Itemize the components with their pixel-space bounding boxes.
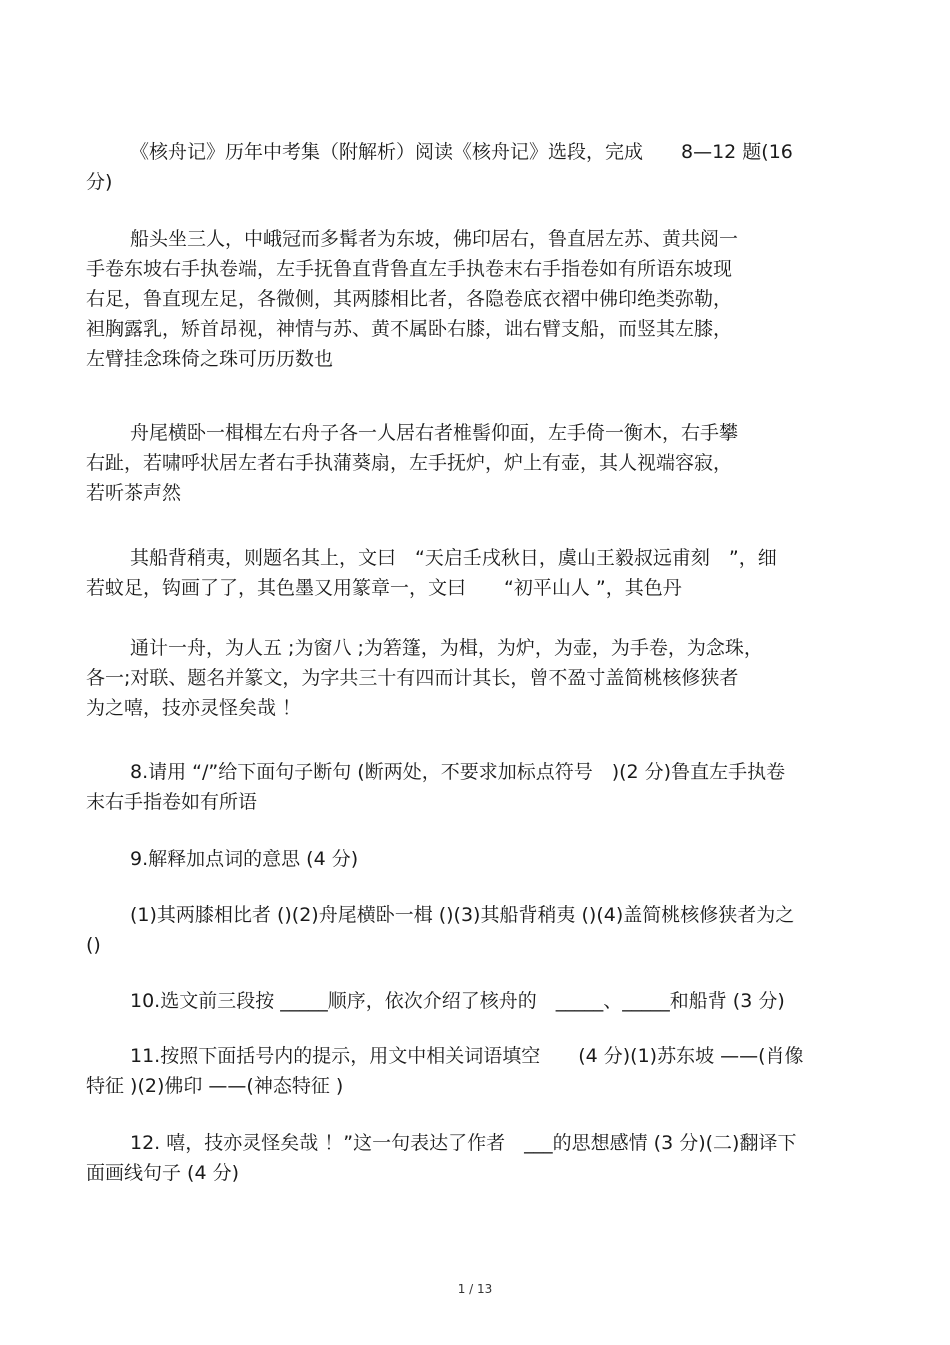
question-8 bbox=[86, 757, 856, 817]
text-line: 《核舟记》历年中考集（附解析）阅读《核舟记》选段，完成 8—12 题(16 bbox=[130, 141, 793, 163]
text-line: 12. 嘻，技亦灵怪矣哉 ！”这一句表达了作者 ___的思想感情 (3 分)(二)翻译下 bbox=[130, 1132, 797, 1154]
text-line: 10.选文前三段按 _____顺序，依次介绍了核舟的 _____、_____和船背 (3 分) bbox=[130, 990, 785, 1012]
passage-paragraph bbox=[86, 224, 856, 374]
text-line: 各一;对联、题名并篆文，为字共三十有四而计其长，曾不盈寸盖简桃核修狭者 bbox=[86, 667, 739, 689]
text-line: 若蚊足，钩画了了，其色墨又用篆章一，文曰 “初平山人 ”，其色丹 bbox=[86, 577, 682, 599]
passage-paragraph bbox=[86, 543, 856, 603]
text-line: 末右手指卷如有所语 bbox=[86, 791, 258, 813]
text-line: (1)其两膝相比者 ()(2)舟尾横卧一楫 ()(3)其船背稍夷 ()(4)盖简桃核修狭者为之 bbox=[130, 904, 795, 926]
text-line: 其船背稍夷，则题名其上，文曰 “天启壬戌秋日，虞山王毅叔远甫刻 ”，细 bbox=[130, 547, 777, 569]
question-11 bbox=[86, 1041, 856, 1101]
question-10 bbox=[86, 986, 856, 1016]
text-line: 船头坐三人，中峨冠而多髯者为东坡，佛印居右，鲁直居左苏、黄共阅一 bbox=[130, 228, 739, 250]
text-line: 9.解释加点词的意思 (4 分) bbox=[130, 848, 359, 870]
text-line: 舟尾横卧一楫楫左右舟子各一人居右者椎髻仰面，左手倚一衡木，右手攀 bbox=[130, 422, 739, 444]
text-line: 左臂挂念珠倚之珠可历历数也 bbox=[86, 348, 334, 370]
page-indicator: 1 / 13 bbox=[457, 1282, 493, 1296]
text-line: 8.请用 “/”给下面句子断句 (断两处，不要求加标点符号 )(2 分)鲁直左手执卷 bbox=[130, 761, 786, 783]
text-line: 11.按照下面括号内的提示，用文中相关词语填空 (4 分)(1)苏东坡 ——(肖像 bbox=[130, 1045, 804, 1067]
passage-paragraph bbox=[86, 418, 856, 508]
text-line: 分) bbox=[86, 171, 113, 193]
text-line: 右趾，若啸呼状居左者右手执蒲葵扇，左手抚炉，炉上有壶，其人视端容寂， bbox=[86, 452, 733, 474]
question-9-items bbox=[86, 900, 856, 960]
text-line: () bbox=[86, 934, 101, 956]
question-12 bbox=[86, 1128, 856, 1188]
text-line: 袒胸露乳，矫首昂视，神情与苏、黄不属卧右膝，诎右臂支船，而竖其左膝， bbox=[86, 318, 733, 340]
text-line: 若听茶声然 bbox=[86, 482, 182, 504]
text-line: 右足，鲁直现左足，各微侧，其两膝相比者，各隐卷底衣褶中佛印绝类弥勒， bbox=[86, 288, 733, 310]
intro-paragraph bbox=[86, 137, 856, 197]
text-line: 特征 )(2)佛印 ——(神态特征 ) bbox=[86, 1075, 344, 1097]
question-9 bbox=[86, 844, 856, 874]
text-line: 通计一舟，为人五 ;为窗八 ;为箬篷，为楫，为炉，为壶，为手卷，为念珠， bbox=[130, 637, 763, 659]
text-line: 手卷东坡右手执卷端，左手抚鲁直背鲁直左手执卷末右手指卷如有所语东坡现 bbox=[86, 258, 733, 280]
passage-paragraph bbox=[86, 633, 856, 723]
text-line: 为之嘻，技亦灵怪矣哉 ！ bbox=[86, 697, 302, 719]
text-line: 面画线句子 (4 分) bbox=[86, 1162, 239, 1184]
